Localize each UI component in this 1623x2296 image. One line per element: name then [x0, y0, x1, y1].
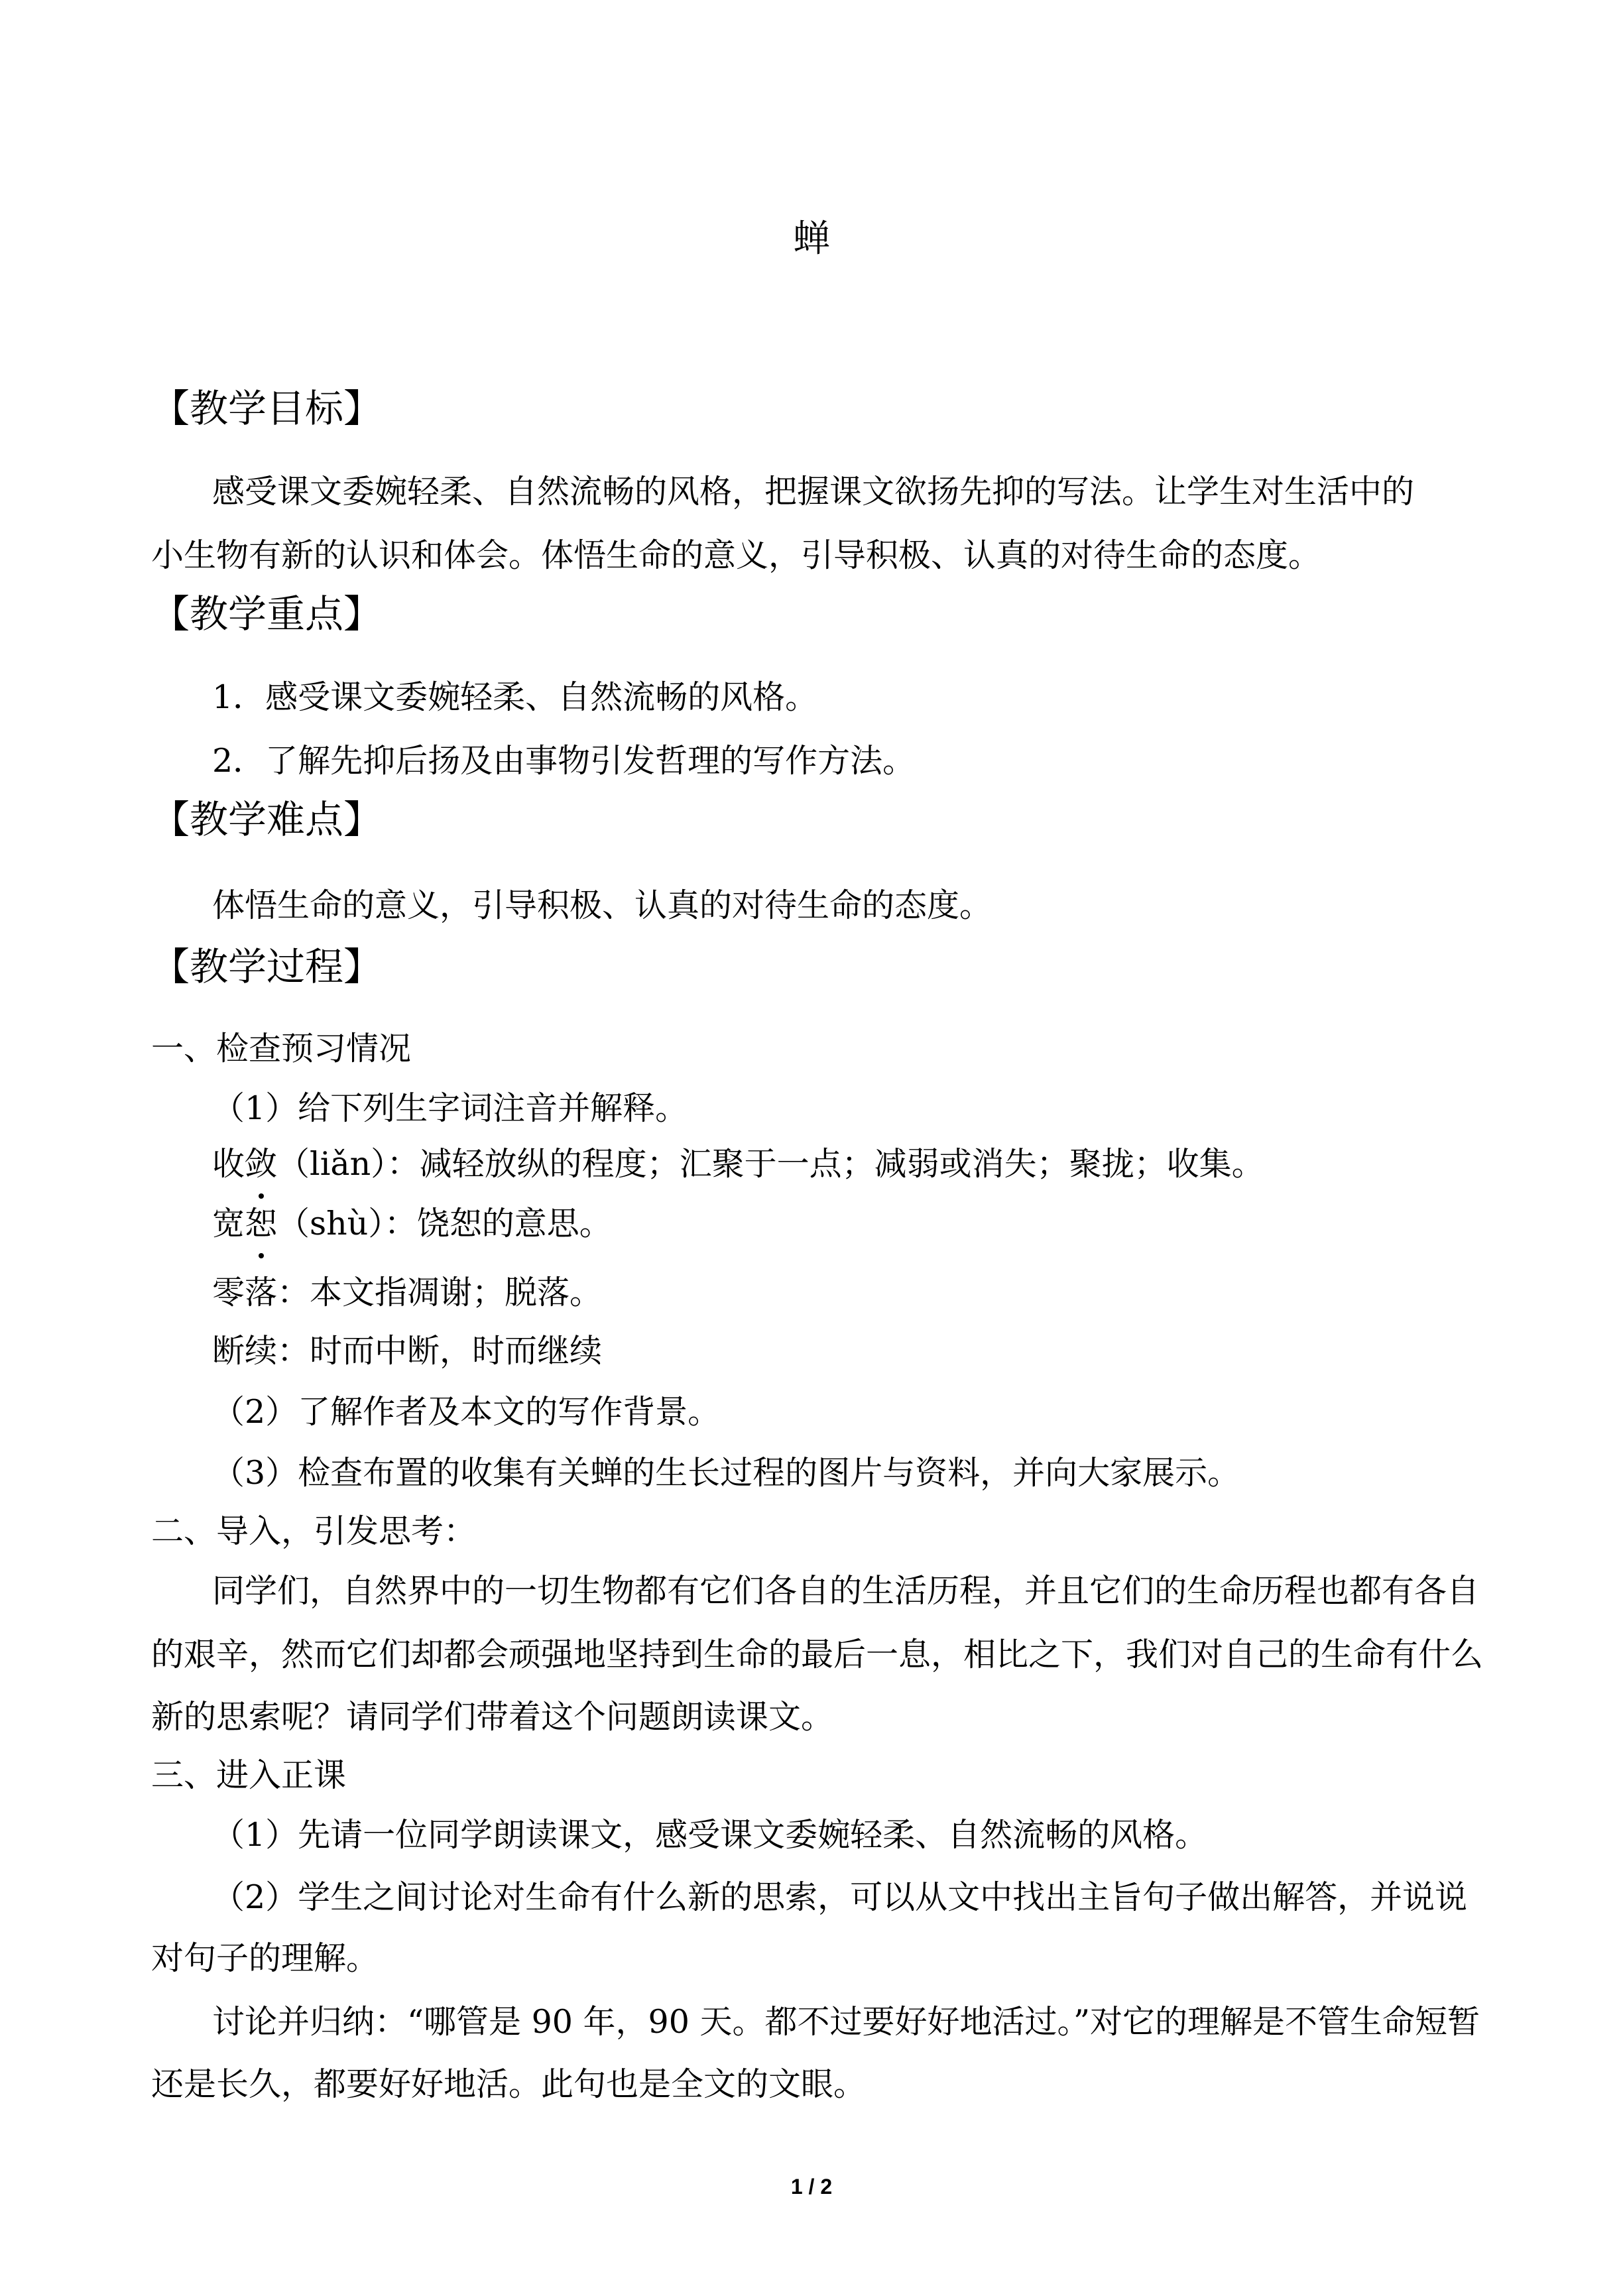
emphasis-dot-char: 恕 — [245, 1205, 278, 1242]
section-heading-process: 【教学过程】 — [151, 944, 383, 989]
section-heading-difficulties: 【教学难点】 — [151, 797, 383, 842]
process-part1-item1: （1）给下列生字词注音并解释。 — [212, 1089, 688, 1127]
section-heading-objectives: 【教学目标】 — [151, 386, 383, 431]
vocab-definition: （liǎn）：减轻放纵的程度；汇聚于一点；减弱或消失；聚拢；收集。 — [277, 1145, 1264, 1183]
section-heading-key-points: 【教学重点】 — [151, 591, 383, 636]
process-part2-line-2: 的艰辛，然而它们却都会顽强地坚持到生命的最后一息，相比之下，我们对自己的生命有什么 — [151, 1636, 1484, 1673]
vocab-char: 宽 — [212, 1205, 245, 1242]
vocab-item-lingluo: 零落：本文指凋谢；脱落。 — [212, 1274, 603, 1311]
process-part1-item3: （3）检查布置的收集有关蝉的生长过程的图片与资料，并向大家展示。 — [212, 1454, 1240, 1492]
page-number: 1 / 2 — [790, 2175, 833, 2199]
process-part2-line-3: 新的思索呢？请同学们带着这个问题朗读课文。 — [151, 1698, 834, 1736]
emphasis-dot-char: 敛 — [245, 1145, 278, 1183]
vocab-char: 收 — [212, 1145, 245, 1183]
vocab-definition: （shù）：饶恕的意思。 — [277, 1205, 612, 1242]
key-point-1: 1．感受课文委婉轻柔、自然流畅的风格。 — [212, 678, 818, 716]
vocab-item-duanxu: 断续：时而中断，时而继续 — [212, 1332, 603, 1370]
process-part1-item2: （2）了解作者及本文的写作背景。 — [212, 1393, 721, 1431]
process-part3-summary-line-1: 讨论并归纳：“哪管是 90 年，90 天。都不过要好好地活过。”对它的理解是不管生命短暂 — [212, 2003, 1480, 2041]
process-part3-title: 三、进入正课 — [151, 1756, 347, 1794]
objectives-line-2: 小生物有新的认识和体会。体悟生命的意义，引导积极、认真的对待生命的态度。 — [151, 536, 1321, 574]
process-part1-title: 一、检查预习情况 — [151, 1030, 412, 1067]
difficulties-text: 体悟生命的意义，引导积极、认真的对待生命的态度。 — [212, 886, 992, 924]
process-part3-item2-line-1: （2）学生之间讨论对生命有什么新的思索，可以从文中找出主旨句子做出解答，并说说 — [212, 1878, 1468, 1916]
process-part2-title: 二、导入，引发思考： — [151, 1512, 477, 1550]
key-point-2: 2．了解先抑后扬及由事物引发哲理的写作方法。 — [212, 742, 916, 780]
process-part3-summary-line-2: 还是长久，都要好好地活。此句也是全文的文眼。 — [151, 2065, 867, 2103]
vocab-item-kuanshu — [212, 1204, 612, 1244]
vocab-item-shoulian — [212, 1144, 1264, 1184]
process-part2-line-1: 同学们，自然界中的一切生物都有它们各自的生活历程，并且它们的生命历程也都有各自 — [212, 1572, 1480, 1610]
process-part3-item1: （1）先请一位同学朗读课文，感受课文委婉轻柔、自然流畅的风格。 — [212, 1816, 1208, 1854]
objectives-line-1: 感受课文委婉轻柔、自然流畅的风格，把握课文欲扬先抑的写法。让学生对生活中的 — [212, 473, 1415, 511]
process-part3-item2-line-2: 对句子的理解。 — [151, 1939, 379, 1977]
page-title: 蝉 — [793, 217, 830, 261]
